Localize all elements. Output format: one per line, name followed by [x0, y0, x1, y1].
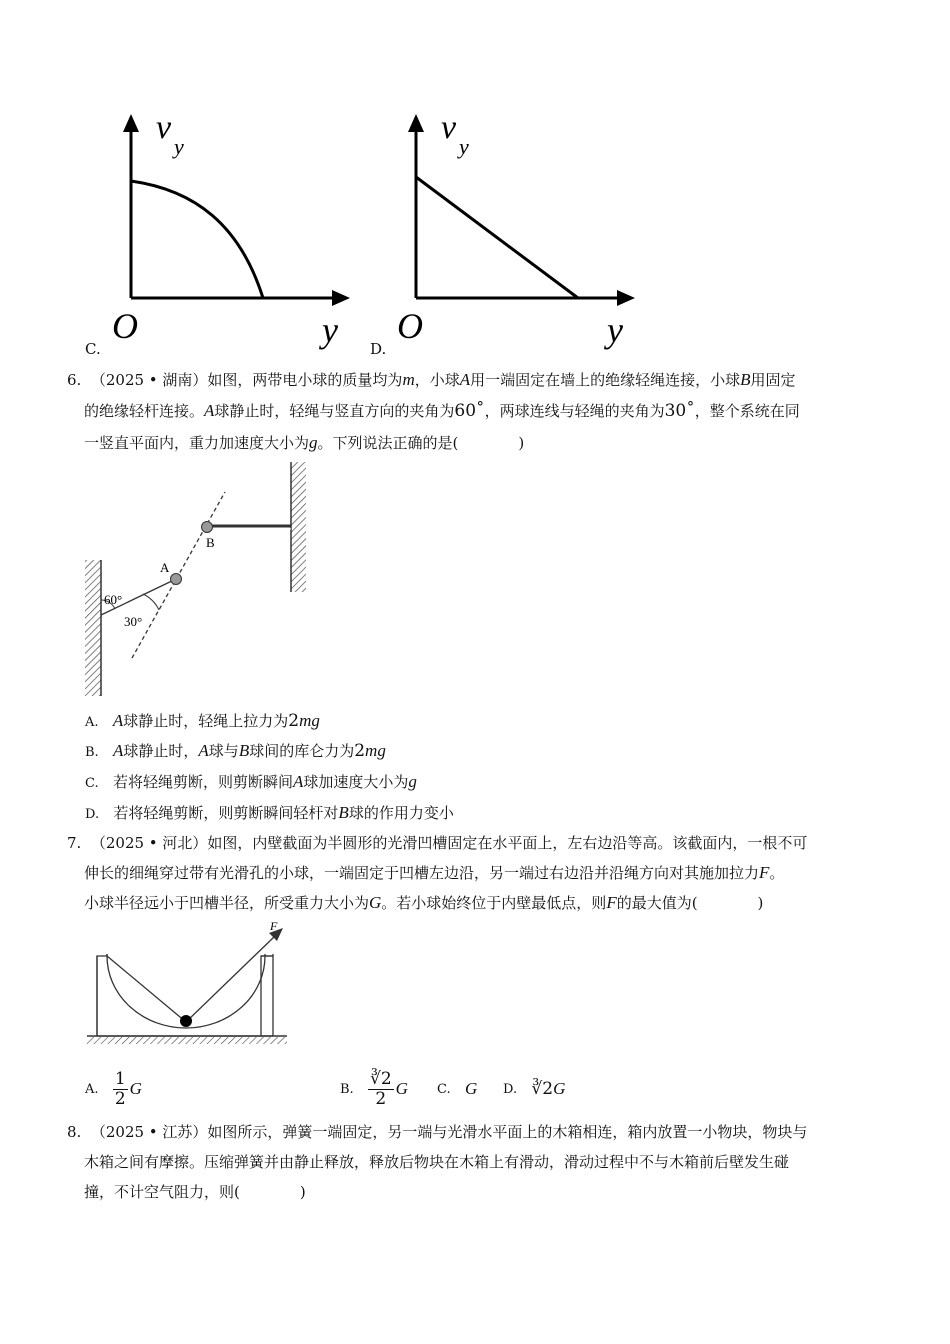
q7-var-g: G	[395, 1079, 408, 1098]
fraction-denominator: 2	[375, 1088, 387, 1109]
option-text: 球加速度大小为	[303, 773, 409, 791]
option-text: 球与	[208, 742, 239, 760]
q6-var-a: A	[459, 370, 471, 389]
q8-text: 木箱之间有摩擦。压缩弹簧并由静止释放，释放后物块在木箱上有滑动，滑动过程中不与木箱前后壁发生碰	[84, 1153, 790, 1171]
q6-fig-angle-60: 60°	[104, 592, 123, 607]
q7-var-f: F	[759, 863, 770, 882]
q7-source: （2025 • 河北）	[90, 834, 208, 852]
q8-line2	[84, 1147, 789, 1177]
option-label: B.	[85, 745, 99, 760]
q6-angle-60: 60˚	[454, 401, 485, 421]
q7-option-c[interactable]	[437, 1066, 477, 1112]
option-text: 若将轻绳剪断，则剪断瞬间轻杆对	[113, 804, 339, 822]
q6-line1	[67, 365, 796, 395]
q6-number: 6.	[67, 371, 82, 389]
q7-text: 伸长的细绳穿过带有光滑孔的小球，一端固定于凹槽左边沿，另一端过右边沿并沿绳方向对其施加拉力	[84, 864, 760, 882]
q6-var-a: A	[292, 772, 304, 791]
q7-var-g: G	[553, 1079, 566, 1098]
option-label: C.	[437, 1081, 451, 1097]
q6-text: 用固定	[750, 371, 796, 389]
q6-var-a: A	[204, 401, 215, 420]
option-label: D.	[503, 1081, 518, 1097]
option-text: 球间的库仑力为	[249, 742, 355, 760]
q6-var-a: A	[198, 741, 209, 760]
fraction-numerator: 1	[114, 1068, 126, 1089]
q7-number: 7.	[67, 834, 82, 852]
option-label: D.	[85, 807, 100, 822]
q6-text: 如图，两带电小球的质量均为	[207, 371, 403, 389]
q6-var-a: A	[112, 711, 124, 730]
q7-option-b[interactable]	[340, 1066, 408, 1112]
q6-source: （2025 • 湖南）	[90, 371, 208, 389]
option-text: 球的作用力变小	[348, 804, 454, 822]
q8-line3	[84, 1177, 306, 1207]
graph-d	[385, 110, 645, 360]
graph-c-x-label: y	[322, 310, 338, 350]
q6-var-g: g	[309, 433, 318, 452]
q7-text: 如图，内壁截面为半圆形的光滑凹槽固定在水平面上，左右边沿等高。该截面内，一根不可	[207, 834, 808, 852]
graph-c-label: C.	[85, 340, 101, 358]
option-label: A.	[85, 715, 99, 730]
q6-option-d[interactable]	[85, 802, 454, 823]
q6-var-mg: mg	[299, 711, 320, 730]
q6-var-g: g	[408, 772, 417, 791]
q6-var-a: A	[113, 741, 124, 760]
q6-text: 球静止时，轻绳与竖直方向的夹角为	[214, 402, 455, 420]
q7-line2	[84, 858, 784, 888]
q8-source: （2025 • 江苏）	[90, 1123, 208, 1141]
q6-var-mg: mg	[365, 741, 386, 760]
q7-text: 。	[769, 864, 785, 882]
q6-text: 用一端固定在墙上的绝缘轻绳连接，小球	[470, 371, 741, 389]
q7-option-a-fraction	[113, 1070, 128, 1109]
option-text: 球静止时，轻绳上拉力为	[123, 712, 289, 730]
q6-line3	[84, 428, 524, 458]
graph-c-origin: O	[112, 306, 138, 346]
q7-option-a[interactable]	[85, 1066, 142, 1112]
q6-text: ，整个系统在同	[694, 402, 800, 420]
option-text: 球静止时，	[123, 742, 199, 760]
q7-line1	[67, 828, 807, 858]
q6-var-b: B	[238, 741, 250, 760]
q7-option-b-fraction	[368, 1070, 394, 1109]
fraction-numerator: ∛2	[370, 1068, 392, 1089]
q6-text: 一竖直平面内，重力加速度大小为	[84, 434, 310, 452]
option-text: 若将轻绳剪断，则剪断瞬间	[112, 773, 293, 791]
q8-text: 撞，不计空气阻力，则( )	[84, 1183, 306, 1201]
q7-text: 小球半径远小于凹槽半径，所受重力大小为	[84, 894, 370, 912]
q7-option-d[interactable]	[503, 1066, 565, 1112]
graph-c	[100, 110, 360, 360]
q6-option-c[interactable]	[85, 771, 417, 792]
graph-d-vy-label: v	[441, 110, 457, 146]
q6-var-b: B	[740, 370, 751, 389]
q6-text: 的绝缘轻杆连接。	[84, 402, 205, 420]
graph-d-label: D.	[370, 340, 387, 358]
q6-text: ，两球连线与轻绳的夹角为	[484, 402, 665, 420]
q6-fig-label-a: A	[160, 560, 170, 575]
option-label: C.	[85, 776, 99, 791]
q6-fig-angle-30: 30°	[124, 614, 143, 629]
q7-var-g: G	[464, 1079, 478, 1098]
q7-text: 。若小球始终位于内壁最低点，则	[381, 894, 607, 912]
q8-number: 8.	[67, 1123, 82, 1141]
q7-var-f: F	[606, 893, 617, 912]
q6-angle-30: 30˚	[664, 401, 695, 421]
q6-var-m: m	[402, 370, 415, 389]
q7-figure	[85, 918, 295, 1048]
q6-fig-label-b: B	[206, 535, 215, 550]
q6-figure	[80, 460, 320, 700]
q8-text: 如图所示，弹簧一端固定，另一端与光滑水平面上的木箱相连，箱内放置一小物块，物块与	[207, 1123, 808, 1141]
q6-option-a[interactable]	[85, 710, 320, 731]
cube-root-value: ∛2	[531, 1079, 554, 1099]
q6-line2	[84, 396, 800, 426]
q6-option-b[interactable]	[85, 740, 386, 761]
option-value: 2	[354, 741, 366, 761]
q7-text: 的最大值为( )	[616, 894, 764, 912]
graph-c-vy-label: v	[156, 110, 172, 146]
graph-c-vy-sub: y	[174, 134, 184, 159]
graph-d-origin: O	[397, 306, 423, 346]
q6-var-b: B	[338, 803, 349, 822]
q6-text: ，小球	[414, 371, 460, 389]
graph-d-vy-sub: y	[459, 134, 469, 159]
option-value: 2	[288, 711, 300, 731]
q7-var-g: G	[369, 893, 382, 912]
q6-text: 。下列说法正确的是( )	[317, 434, 525, 452]
q7-var-g: G	[129, 1079, 142, 1098]
option-label: B.	[340, 1081, 354, 1097]
q7-fig-label-f: F	[270, 919, 278, 933]
graph-d-x-label: y	[607, 310, 623, 350]
option-label: A.	[85, 1081, 99, 1097]
q8-line1	[67, 1117, 807, 1147]
fraction-denominator: 2	[114, 1088, 126, 1109]
q7-line3	[84, 888, 763, 918]
